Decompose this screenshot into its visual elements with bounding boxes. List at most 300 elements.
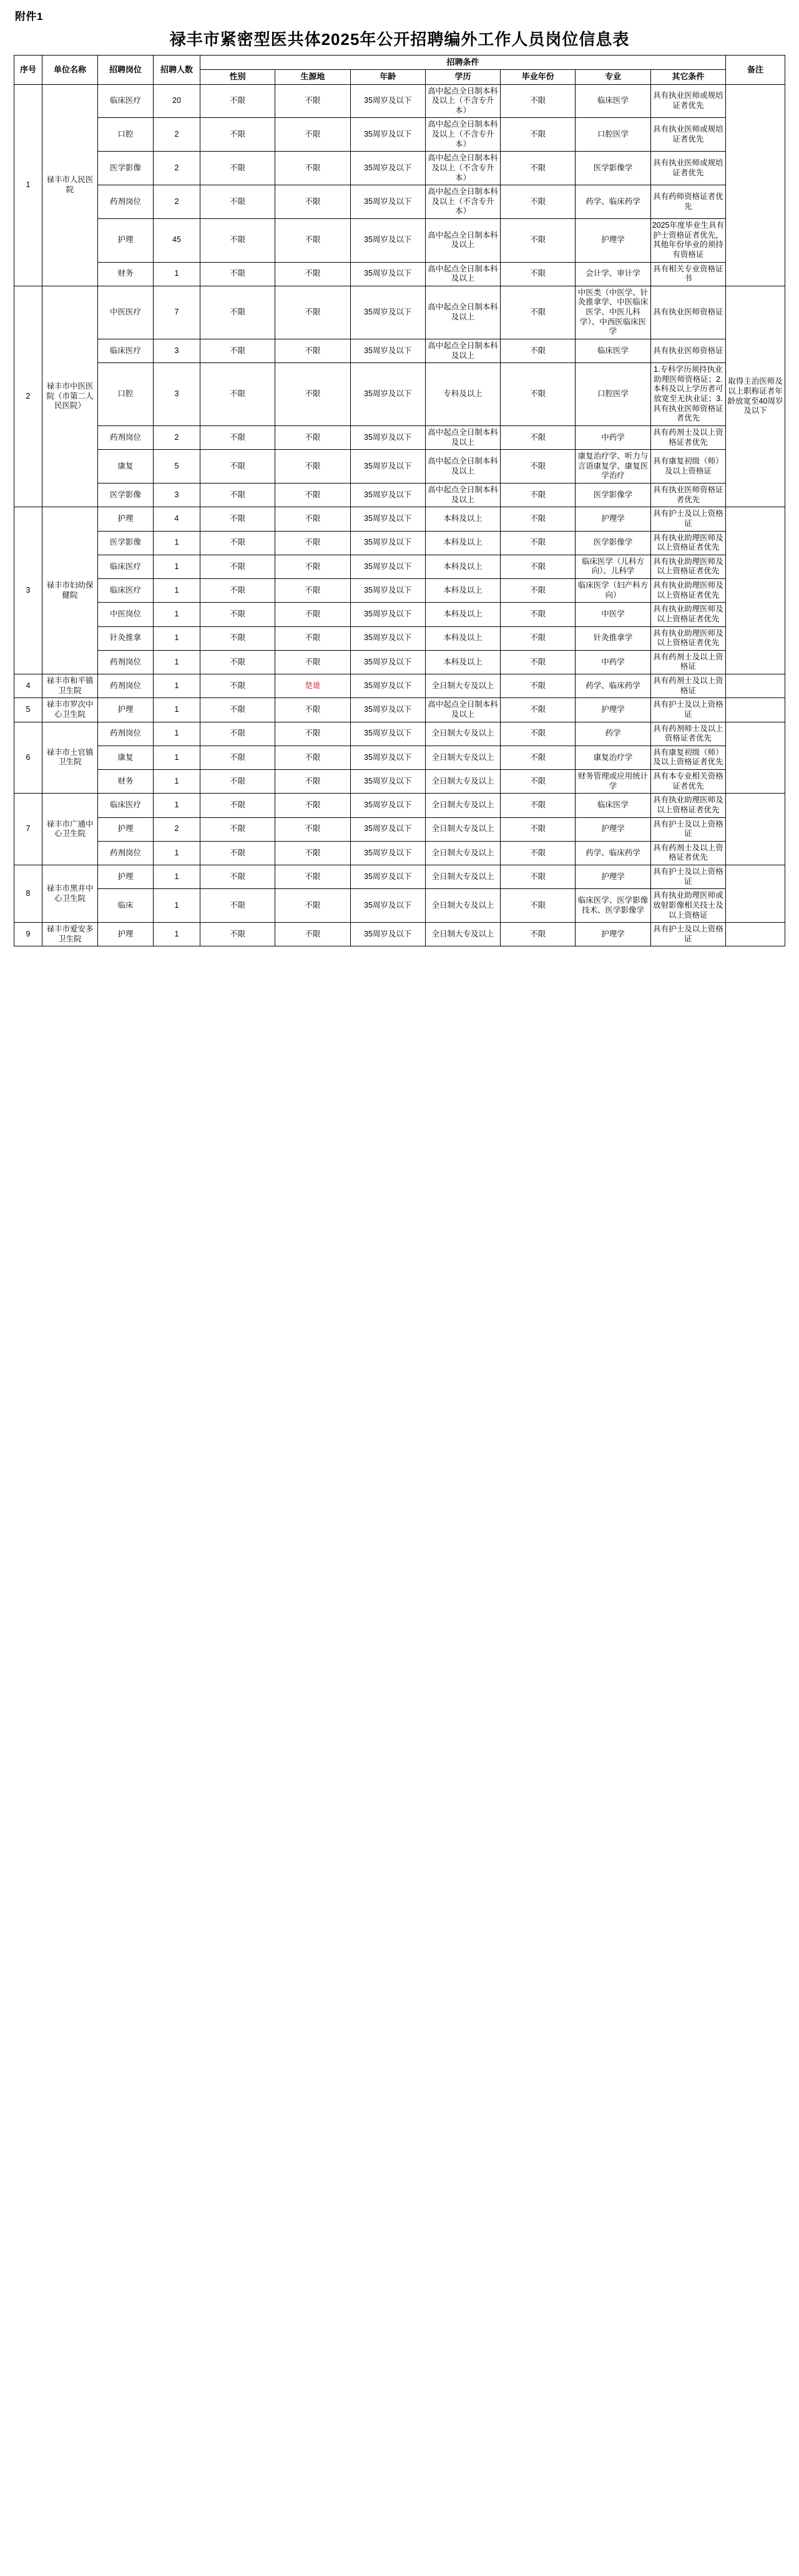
cell-grad-year: 不限 — [501, 579, 576, 603]
cell-other: 具有护士及以上资格证 — [650, 923, 725, 946]
cell-other: 具有药师资格证者优先 — [650, 185, 725, 219]
cell-education: 全日制大专及以上 — [425, 923, 500, 946]
cell-unit-name: 禄丰市和平镇卫生院 — [42, 674, 98, 698]
cell-count: 1 — [154, 923, 200, 946]
header-unit: 单位名称 — [42, 56, 98, 85]
cell-post: 护理 — [98, 923, 154, 946]
header-age: 年龄 — [350, 70, 425, 84]
cell-post: 中医医疗 — [98, 286, 154, 339]
cell-age: 35周岁及以下 — [350, 603, 425, 626]
cell-grad-year: 不限 — [501, 722, 576, 746]
cell-grad-year: 不限 — [501, 770, 576, 794]
cell-count: 5 — [154, 450, 200, 484]
cell-education: 本科及以上 — [425, 531, 500, 555]
job-positions-table — [14, 55, 785, 946]
cell-post: 药剂岗位 — [98, 650, 154, 674]
cell-major: 中医学 — [576, 603, 650, 626]
cell-remark — [726, 698, 785, 722]
cell-grad-year: 不限 — [501, 185, 576, 219]
cell-major: 护理学 — [576, 817, 650, 841]
cell-other: 具有执业助理医师及以上资格证者优先 — [650, 531, 725, 555]
cell-sex: 不限 — [200, 286, 275, 339]
cell-count: 1 — [154, 722, 200, 746]
cell-grad-year: 不限 — [501, 507, 576, 531]
cell-sex: 不限 — [200, 770, 275, 794]
cell-grad-year: 不限 — [501, 84, 576, 118]
table-row — [14, 484, 785, 507]
cell-education: 本科及以上 — [425, 626, 500, 650]
cell-age: 35周岁及以下 — [350, 425, 425, 449]
table-row — [14, 746, 785, 769]
cell-other: 具有执业助理医师或放射影像相关技士及以上资格证 — [650, 889, 725, 923]
header-count: 招聘人数 — [154, 56, 200, 85]
cell-origin: 不限 — [275, 152, 350, 185]
cell-major: 口腔医学 — [576, 118, 650, 152]
cell-other: 具有执业助理医师及以上资格证者优先 — [650, 794, 725, 817]
cell-grad-year: 不限 — [501, 555, 576, 578]
cell-education: 高中起点全日制本科及以上 — [425, 262, 500, 286]
cell-origin: 不限 — [275, 219, 350, 263]
cell-grad-year: 不限 — [501, 794, 576, 817]
cell-post: 临床医疗 — [98, 84, 154, 118]
cell-sex: 不限 — [200, 363, 275, 426]
cell-count: 1 — [154, 841, 200, 865]
cell-sex: 不限 — [200, 650, 275, 674]
cell-age: 35周岁及以下 — [350, 363, 425, 426]
cell-major: 护理学 — [576, 865, 650, 889]
header-remark: 备注 — [726, 56, 785, 85]
cell-post: 临床医疗 — [98, 555, 154, 578]
cell-unit-name: 禄丰市黑井中心卫生院 — [42, 865, 98, 923]
cell-origin: 不限 — [275, 450, 350, 484]
cell-count: 1 — [154, 794, 200, 817]
cell-origin: 不限 — [275, 817, 350, 841]
cell-grad-year: 不限 — [501, 152, 576, 185]
table-row — [14, 219, 785, 263]
cell-origin: 不限 — [275, 118, 350, 152]
cell-major: 中药学 — [576, 425, 650, 449]
cell-major: 药学 — [576, 722, 650, 746]
table-row — [14, 770, 785, 794]
cell-other: 具有药剂士及以上资格证者优先 — [650, 425, 725, 449]
cell-post: 临床医疗 — [98, 339, 154, 362]
cell-age: 35周岁及以下 — [350, 507, 425, 531]
cell-post: 康复 — [98, 450, 154, 484]
cell-no: 8 — [14, 865, 42, 923]
cell-count: 1 — [154, 579, 200, 603]
cell-sex: 不限 — [200, 531, 275, 555]
cell-education: 全日制大专及以上 — [425, 674, 500, 698]
table-row — [14, 425, 785, 449]
cell-origin: 不限 — [275, 603, 350, 626]
cell-education: 高中起点全日制本科及以上（不含专升本） — [425, 84, 500, 118]
cell-post: 医学影像 — [98, 531, 154, 555]
cell-origin: 不限 — [275, 923, 350, 946]
cell-sex: 不限 — [200, 118, 275, 152]
cell-post: 临床 — [98, 889, 154, 923]
cell-origin: 不限 — [275, 626, 350, 650]
cell-education: 高中起点全日制本科及以上（不含专升本） — [425, 185, 500, 219]
cell-age: 35周岁及以下 — [350, 674, 425, 698]
cell-sex: 不限 — [200, 262, 275, 286]
cell-grad-year: 不限 — [501, 746, 576, 769]
cell-sex: 不限 — [200, 889, 275, 923]
page-title: 禄丰市紧密型医共体2025年公开招聘编外工作人员岗位信息表 — [169, 30, 630, 49]
table-row — [14, 152, 785, 185]
cell-other: 具有执业助理医师及以上资格证者优先 — [650, 579, 725, 603]
cell-grad-year: 不限 — [501, 219, 576, 263]
cell-count: 2 — [154, 817, 200, 841]
cell-education: 高中起点全日制本科及以上 — [425, 425, 500, 449]
cell-grad-year: 不限 — [501, 339, 576, 362]
cell-major: 护理学 — [576, 507, 650, 531]
cell-major: 护理学 — [576, 219, 650, 263]
cell-grad-year: 不限 — [501, 923, 576, 946]
table-row — [14, 84, 785, 118]
cell-major: 临床医学 — [576, 84, 650, 118]
cell-count: 3 — [154, 339, 200, 362]
cell-major: 医学影像学 — [576, 531, 650, 555]
cell-post: 药剂岗位 — [98, 425, 154, 449]
cell-count: 1 — [154, 770, 200, 794]
cell-remark: 取得主治医师及以上职称证者年龄放宽至40周岁及以下 — [726, 286, 785, 507]
cell-origin: 不限 — [275, 555, 350, 578]
cell-age: 35周岁及以下 — [350, 118, 425, 152]
cell-education: 全日制大专及以上 — [425, 841, 500, 865]
cell-unit-name: 禄丰市罗次中心卫生院 — [42, 698, 98, 722]
cell-education: 专科及以上 — [425, 363, 500, 426]
cell-grad-year: 不限 — [501, 889, 576, 923]
cell-grad-year: 不限 — [501, 484, 576, 507]
cell-sex: 不限 — [200, 794, 275, 817]
header-origin: 生源地 — [275, 70, 350, 84]
cell-origin: 不限 — [275, 484, 350, 507]
cell-count: 1 — [154, 626, 200, 650]
cell-grad-year: 不限 — [501, 650, 576, 674]
table-row — [14, 650, 785, 674]
cell-grad-year: 不限 — [501, 425, 576, 449]
cell-major: 医学影像学 — [576, 484, 650, 507]
cell-education: 高中起点全日制本科及以上 — [425, 339, 500, 362]
cell-other: 具有本专业相关资格证者优先 — [650, 770, 725, 794]
cell-unit-name: 禄丰市广通中心卫生院 — [42, 794, 98, 865]
cell-origin: 不限 — [275, 531, 350, 555]
table-row — [14, 698, 785, 722]
cell-sex: 不限 — [200, 746, 275, 769]
cell-age: 35周岁及以下 — [350, 219, 425, 263]
cell-major: 临床医学 — [576, 339, 650, 362]
cell-sex: 不限 — [200, 817, 275, 841]
table-row — [14, 722, 785, 746]
cell-count: 1 — [154, 555, 200, 578]
cell-count: 1 — [154, 698, 200, 722]
table-row — [14, 865, 785, 889]
cell-major: 中药学 — [576, 650, 650, 674]
cell-origin: 不限 — [275, 698, 350, 722]
cell-other: 具有执业助理医师及以上资格证者优先 — [650, 626, 725, 650]
cell-origin: 不限 — [275, 579, 350, 603]
cell-other: 具有执业医师资格证者优先 — [650, 484, 725, 507]
cell-post: 药剂岗位 — [98, 674, 154, 698]
cell-sex: 不限 — [200, 923, 275, 946]
cell-post: 医学影像 — [98, 484, 154, 507]
cell-sex: 不限 — [200, 698, 275, 722]
cell-sex: 不限 — [200, 219, 275, 263]
cell-age: 35周岁及以下 — [350, 152, 425, 185]
cell-education: 高中起点全日制本科及以上 — [425, 698, 500, 722]
cell-count: 2 — [154, 425, 200, 449]
cell-sex: 不限 — [200, 579, 275, 603]
cell-post: 康复 — [98, 746, 154, 769]
cell-age: 35周岁及以下 — [350, 722, 425, 746]
table-row — [14, 923, 785, 946]
cell-post: 护理 — [98, 817, 154, 841]
cell-origin: 楚雄 — [275, 674, 350, 698]
cell-other: 具有康复初级（师）及以上资格证者优先 — [650, 746, 725, 769]
cell-major: 临床医学（妇产科方向） — [576, 579, 650, 603]
header-education: 学历 — [425, 70, 500, 84]
cell-other: 具有护士及以上资格证 — [650, 507, 725, 531]
header-grad-year: 毕业年份 — [501, 70, 576, 84]
cell-sex: 不限 — [200, 185, 275, 219]
cell-other: 具有执业医师或规培证者优先 — [650, 152, 725, 185]
cell-post: 药剂岗位 — [98, 185, 154, 219]
cell-origin: 不限 — [275, 770, 350, 794]
cell-origin: 不限 — [275, 425, 350, 449]
table-row — [14, 262, 785, 286]
cell-age: 35周岁及以下 — [350, 339, 425, 362]
cell-no: 1 — [14, 84, 42, 286]
cell-post: 针灸推拿 — [98, 626, 154, 650]
cell-education: 全日制大专及以上 — [425, 794, 500, 817]
cell-major: 临床医学、医学影像技术、医学影像学 — [576, 889, 650, 923]
cell-count: 1 — [154, 603, 200, 626]
cell-grad-year: 不限 — [501, 450, 576, 484]
table-row — [14, 794, 785, 817]
cell-post: 护理 — [98, 865, 154, 889]
cell-education: 全日制大专及以上 — [425, 865, 500, 889]
cell-remark — [726, 507, 785, 674]
cell-sex: 不限 — [200, 722, 275, 746]
cell-grad-year: 不限 — [501, 118, 576, 152]
cell-major: 临床医学 — [576, 794, 650, 817]
cell-grad-year: 不限 — [501, 674, 576, 698]
cell-post: 口腔 — [98, 118, 154, 152]
cell-origin: 不限 — [275, 889, 350, 923]
cell-education: 本科及以上 — [425, 650, 500, 674]
cell-sex: 不限 — [200, 339, 275, 362]
table-row — [14, 286, 785, 339]
cell-education: 高中起点全日制本科及以上（不含专升本） — [425, 118, 500, 152]
cell-major: 康复治疗学、听力与言语康复学、康复医学治疗 — [576, 450, 650, 484]
cell-post: 医学影像 — [98, 152, 154, 185]
cell-age: 35周岁及以下 — [350, 841, 425, 865]
cell-sex: 不限 — [200, 84, 275, 118]
cell-origin: 不限 — [275, 746, 350, 769]
cell-major: 药学、临床药学 — [576, 841, 650, 865]
cell-education: 全日制大专及以上 — [425, 770, 500, 794]
cell-grad-year: 不限 — [501, 262, 576, 286]
cell-other: 具有药剂士及以上资格证 — [650, 650, 725, 674]
cell-age: 35周岁及以下 — [350, 626, 425, 650]
attachment-label: 附件1 — [15, 11, 43, 22]
table-row — [14, 507, 785, 531]
cell-post: 财务 — [98, 262, 154, 286]
cell-other: 具有护士及以上资格证 — [650, 698, 725, 722]
cell-age: 35周岁及以下 — [350, 770, 425, 794]
cell-post: 临床医疗 — [98, 579, 154, 603]
table-row — [14, 339, 785, 362]
header-other: 其它条件 — [650, 70, 725, 84]
cell-age: 35周岁及以下 — [350, 450, 425, 484]
header-post: 招聘岗位 — [98, 56, 154, 85]
cell-post: 药剂岗位 — [98, 841, 154, 865]
cell-sex: 不限 — [200, 450, 275, 484]
cell-major: 临床医学（儿科方向）、儿科学 — [576, 555, 650, 578]
cell-major: 中医类（中医学、针灸推拿学、中医临床医学、中医儿科学）、中西医临床医学 — [576, 286, 650, 339]
cell-other: 具有药剂师士及以上资格证者优先 — [650, 722, 725, 746]
cell-origin: 不限 — [275, 650, 350, 674]
cell-other: 具有执业医师或规培证者优先 — [650, 84, 725, 118]
cell-other: 具有执业医师或规培证者优先 — [650, 118, 725, 152]
cell-count: 3 — [154, 363, 200, 426]
cell-grad-year: 不限 — [501, 286, 576, 339]
cell-count: 1 — [154, 531, 200, 555]
cell-major: 药学、临床药学 — [576, 185, 650, 219]
cell-post: 药剂岗位 — [98, 722, 154, 746]
cell-origin: 不限 — [275, 794, 350, 817]
cell-major: 康复治疗学 — [576, 746, 650, 769]
table-row — [14, 531, 785, 555]
cell-post: 护理 — [98, 219, 154, 263]
cell-age: 35周岁及以下 — [350, 923, 425, 946]
table-row — [14, 185, 785, 219]
cell-age: 35周岁及以下 — [350, 698, 425, 722]
table-row — [14, 817, 785, 841]
cell-age: 35周岁及以下 — [350, 84, 425, 118]
cell-education: 全日制大专及以上 — [425, 817, 500, 841]
table-body — [14, 84, 785, 946]
cell-count: 2 — [154, 152, 200, 185]
cell-sex: 不限 — [200, 626, 275, 650]
cell-major: 护理学 — [576, 698, 650, 722]
cell-major: 财务管理或应用统计学 — [576, 770, 650, 794]
cell-grad-year: 不限 — [501, 865, 576, 889]
cell-post: 临床医疗 — [98, 794, 154, 817]
cell-other: 具有执业医师资格证 — [650, 339, 725, 362]
cell-education: 全日制大专及以上 — [425, 722, 500, 746]
cell-education: 高中起点全日制本科及以上 — [425, 286, 500, 339]
cell-unit-name: 禄丰市妇幼保健院 — [42, 507, 98, 674]
cell-no: 6 — [14, 722, 42, 794]
cell-no: 5 — [14, 698, 42, 722]
cell-origin: 不限 — [275, 262, 350, 286]
cell-major: 护理学 — [576, 923, 650, 946]
cell-education: 本科及以上 — [425, 555, 500, 578]
cell-origin: 不限 — [275, 363, 350, 426]
cell-origin: 不限 — [275, 865, 350, 889]
header-row-1 — [14, 56, 785, 70]
cell-other: 具有药剂士及以上资格证 — [650, 674, 725, 698]
cell-grad-year: 不限 — [501, 817, 576, 841]
cell-remark — [726, 674, 785, 698]
cell-sex: 不限 — [200, 425, 275, 449]
cell-other: 具有康复初级（师）及以上资格证 — [650, 450, 725, 484]
cell-sex: 不限 — [200, 674, 275, 698]
cell-origin: 不限 — [275, 286, 350, 339]
cell-age: 35周岁及以下 — [350, 484, 425, 507]
cell-grad-year: 不限 — [501, 363, 576, 426]
cell-count: 1 — [154, 650, 200, 674]
cell-post: 护理 — [98, 507, 154, 531]
cell-other: 具有药剂士及以上资格证者优先 — [650, 841, 725, 865]
cell-age: 35周岁及以下 — [350, 555, 425, 578]
cell-education: 高中起点全日制本科及以上 — [425, 450, 500, 484]
cell-other: 2025年度毕业生具有护士资格证者优先，其他年份毕业的须持有资格证 — [650, 219, 725, 263]
cell-post: 护理 — [98, 698, 154, 722]
cell-count: 4 — [154, 507, 200, 531]
cell-grad-year: 不限 — [501, 841, 576, 865]
cell-education: 高中起点全日制本科及以上 — [425, 219, 500, 263]
table-row — [14, 841, 785, 865]
cell-origin: 不限 — [275, 722, 350, 746]
cell-education: 全日制大专及以上 — [425, 889, 500, 923]
cell-unit-name: 禄丰市土官镇卫生院 — [42, 722, 98, 794]
table-header — [14, 56, 785, 85]
cell-count: 7 — [154, 286, 200, 339]
cell-age: 35周岁及以下 — [350, 889, 425, 923]
document-page — [0, 0, 799, 959]
table-row — [14, 579, 785, 603]
cell-origin: 不限 — [275, 339, 350, 362]
cell-age: 35周岁及以下 — [350, 185, 425, 219]
cell-sex: 不限 — [200, 555, 275, 578]
cell-origin: 不限 — [275, 185, 350, 219]
cell-count: 1 — [154, 746, 200, 769]
cell-origin: 不限 — [275, 84, 350, 118]
cell-origin: 不限 — [275, 841, 350, 865]
cell-major: 药学、临床药学 — [576, 674, 650, 698]
cell-remark — [726, 722, 785, 794]
header-conditions: 招聘条件 — [200, 56, 726, 70]
cell-education: 高中起点全日制本科及以上 — [425, 484, 500, 507]
cell-unit-name: 禄丰市中医医院（市第二人民医院） — [42, 286, 98, 507]
cell-other: 具有相关专业资格证书 — [650, 262, 725, 286]
cell-no: 3 — [14, 507, 42, 674]
cell-grad-year: 不限 — [501, 698, 576, 722]
table-row — [14, 674, 785, 698]
cell-sex: 不限 — [200, 152, 275, 185]
cell-remark — [726, 84, 785, 286]
cell-sex: 不限 — [200, 865, 275, 889]
cell-other: 具有护士及以上资格证 — [650, 817, 725, 841]
cell-grad-year: 不限 — [501, 531, 576, 555]
cell-count: 1 — [154, 865, 200, 889]
cell-other: 1.专科学历须持执业助理医师资格证；2.本科及以上学历者可放宽至无执业证；3.具有执业医师资格证者优先 — [650, 363, 725, 426]
header-sex: 性别 — [200, 70, 275, 84]
cell-count: 45 — [154, 219, 200, 263]
cell-major: 会计学、审计学 — [576, 262, 650, 286]
cell-no: 2 — [14, 286, 42, 507]
cell-grad-year: 不限 — [501, 603, 576, 626]
cell-major: 医学影像学 — [576, 152, 650, 185]
cell-sex: 不限 — [200, 484, 275, 507]
cell-education: 本科及以上 — [425, 579, 500, 603]
header-major: 专业 — [576, 70, 650, 84]
cell-other: 具有执业助理医师及以上资格证者优先 — [650, 555, 725, 578]
cell-sex: 不限 — [200, 603, 275, 626]
table-row — [14, 889, 785, 923]
